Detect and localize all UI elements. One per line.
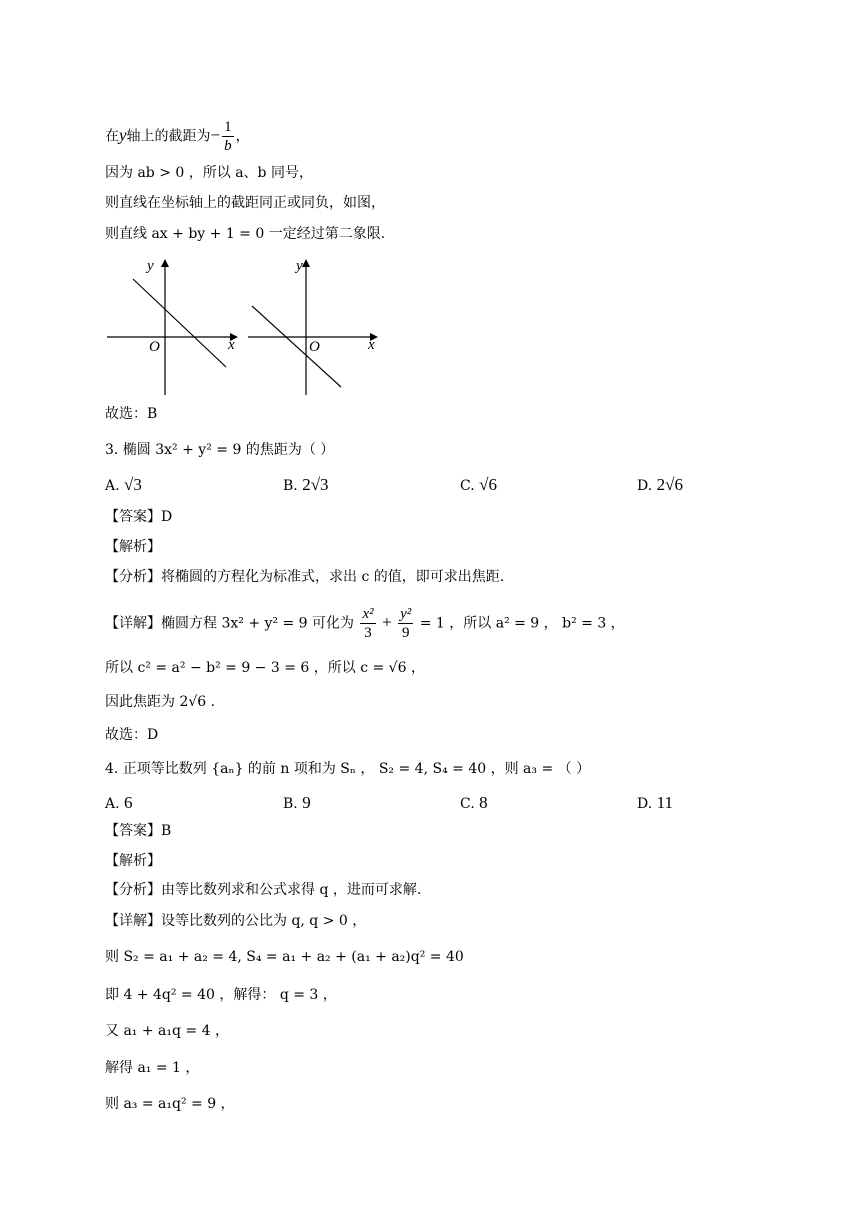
option-value: 6	[124, 793, 133, 812]
q4-option-a	[105, 793, 133, 814]
detail-4-line-5: 解得 a₁ = 1 ，	[105, 1060, 200, 1076]
denominator: b	[224, 138, 232, 154]
analysis-3-heading: 【解析】	[105, 539, 161, 555]
figure-left	[107, 258, 238, 395]
question-3: 3. 椭圆 3x² + y² = 9 的焦距为（ ）	[105, 442, 335, 458]
option-letter: A.	[105, 796, 120, 812]
analysis-4: 【分析】由等比数列求和公式求得 q ，进而可求解.	[105, 882, 422, 898]
y-arrow	[302, 259, 310, 267]
detail-4-line-4: 又 a₁ + a₁q = 4 ，	[105, 1023, 229, 1039]
option-value: 11	[656, 793, 674, 812]
detail-4-line-3: 即 4 + 4q² = 40 ，解得： q = 3 ，	[105, 987, 337, 1003]
detail-3-line-1	[105, 605, 625, 642]
origin-label: O	[309, 339, 320, 355]
option-value: √3	[124, 475, 142, 494]
q3-option-c	[460, 475, 497, 496]
fraction-x	[360, 605, 375, 642]
answer-3: 【答案】D	[105, 509, 173, 525]
text: 【详解】椭圆方程 3x² + y² = 9 可化为	[105, 615, 355, 632]
line-graph	[252, 306, 341, 387]
fraction	[222, 118, 234, 155]
option-letter: A.	[105, 478, 120, 494]
coordinate-figures	[100, 255, 390, 400]
option-letter: D.	[637, 478, 653, 494]
q3-option-b	[283, 475, 329, 496]
line-intercept-sign: 则直线在坐标轴上的截距同正或同负，如图，	[105, 195, 385, 211]
detail-3-line-2: 所以 c² = a² − b² = 9 − 3 = 6 ，所以 c = √6 ，	[105, 660, 425, 676]
option-letter: D.	[637, 796, 653, 812]
detail-4-line-2: 则 S₂ = a₁ + a₂ = 4, S₄ = a₁ + a₂ + (a₁ + a₂)q² = 40	[105, 949, 464, 965]
line-intercept-y: 在y轴上的截距为− $\frac{1}{b}$ ，	[105, 119, 250, 154]
q4-option-d	[637, 793, 673, 814]
option-letter: B.	[283, 796, 298, 812]
line-graph	[133, 279, 226, 367]
option-letter: C.	[460, 796, 475, 812]
fraction-y	[398, 605, 413, 642]
numerator: y²	[400, 606, 412, 622]
plus: +	[382, 612, 392, 632]
choice-line-1: 故选：B	[105, 406, 158, 422]
origin-label: O	[149, 339, 160, 355]
y-label: y	[147, 258, 154, 274]
denominator: 9	[401, 625, 410, 641]
choice-line-3: 故选：D	[105, 727, 159, 743]
analysis-4-heading: 【解析】	[105, 853, 161, 869]
line-second-quadrant: 则直线 ax + by + 1 = 0 一定经过第二象限.	[105, 226, 386, 242]
detail-3-line-3: 因此焦距为 2√6 .	[105, 694, 216, 710]
option-letter: B.	[283, 478, 298, 494]
denominator: 3	[364, 625, 372, 641]
option-value: 2√3	[302, 475, 329, 494]
option-value: 2√6	[656, 475, 683, 494]
y-label: y	[296, 258, 303, 274]
q4-option-b	[283, 793, 311, 814]
option-letter: C.	[460, 478, 475, 494]
analysis-3: 【分析】将椭圆的方程化为标准式，求出 c 的值，即可求出焦距.	[105, 569, 505, 585]
option-value: 8	[479, 793, 488, 812]
numerator: x²	[362, 606, 374, 622]
x-label: x	[228, 337, 235, 353]
line-same-sign: 因为 ab > 0 ，所以 a、b 同号，	[105, 165, 313, 181]
answer-4: 【答案】B	[105, 823, 172, 839]
x-label: x	[368, 337, 375, 353]
text: 在	[105, 128, 119, 145]
y-arrow	[161, 259, 169, 267]
numerator: 1	[224, 119, 232, 135]
detail-4-line-1: 【详解】设等比数列的公比为 q, q > 0 ，	[105, 913, 367, 929]
q3-option-a	[105, 475, 142, 496]
question-4: 4. 正项等比数列 {aₙ} 的前 n 项和为 Sₙ ， S₂ = 4, S₄ = 40 ，则 a₃ = （ ）	[105, 761, 591, 777]
text: ，	[235, 128, 250, 145]
option-value: √6	[479, 475, 497, 494]
q4-option-c	[460, 793, 488, 814]
figure-right	[248, 258, 378, 395]
q3-option-d	[637, 475, 683, 496]
text: = 1 ，所以 a² = 9 ， b² = 3 ，	[419, 615, 625, 632]
text: 轴上的截距为	[126, 128, 211, 145]
option-value: 9	[302, 793, 311, 812]
var-y: y	[119, 125, 127, 145]
detail-4-line-6: 则 a₃ = a₁q² = 9 ，	[105, 1096, 235, 1112]
